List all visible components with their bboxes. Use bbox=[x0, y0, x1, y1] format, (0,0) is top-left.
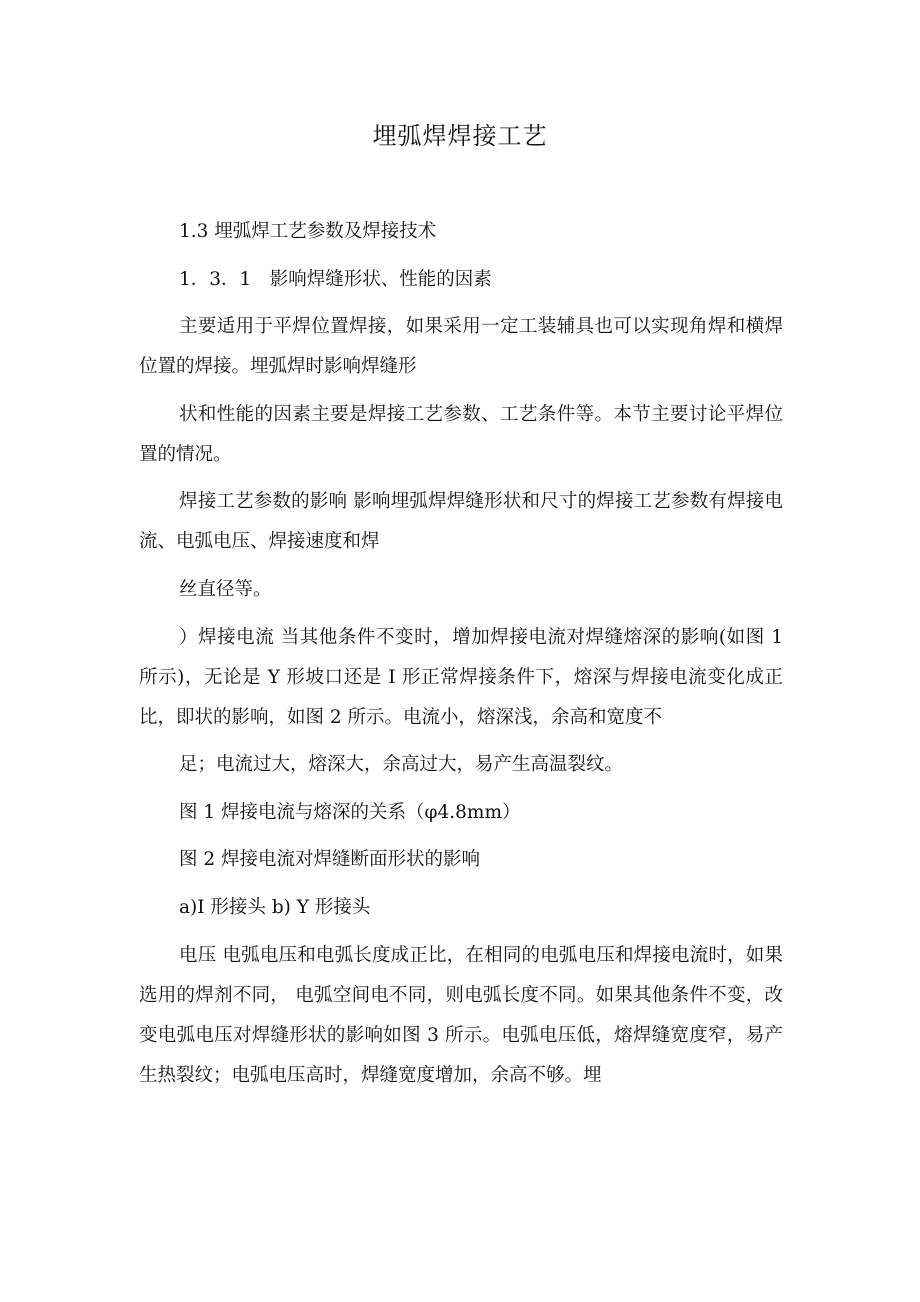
paragraph: ）焊接电流 当其他条件不变时，增加焊接电流对焊缝熔深的影响(如图 1 所示)，无论是 Y 形坡口还是 I 形正常焊接条件下，熔深与焊接电流变化成正比，即状的影响，如图 2 所示。电流小，熔深浅，余高和宽度不 bbox=[139, 626, 783, 728]
figure-subcaption: a)I 形接头 b) Y 形接头 bbox=[179, 896, 371, 918]
figure-caption: 图 1 焊接电流与熔深的关系（φ4.8mm） bbox=[179, 801, 521, 823]
figure-caption: 图 2 焊接电流对焊缝断面形状的影响 bbox=[179, 849, 481, 871]
document-title: 埋弧焊焊接工艺 bbox=[372, 122, 548, 150]
paragraph: 足；电流过大，熔深大，余高过大，易产生高温裂纹。 bbox=[179, 754, 624, 776]
paragraph: 焊接工艺参数的影响 影响埋弧焊焊缝形状和尺寸的焊接工艺参数有焊接电流、电弧电压、焊接速度和焊 bbox=[139, 491, 783, 553]
document-body bbox=[139, 212, 783, 1096]
paragraph: 状和性能的因素主要是焊接工艺参数、工艺条件等。本节主要讨论平焊位置的情况。 bbox=[139, 403, 783, 465]
paragraph: 电压 电弧电压和电弧长度成正比，在相同的电弧电压和焊接电流时，如果选用的焊剂不同， 电弧空间电不同，则电弧长度不同。如果其他条件不变，改变电弧电压对焊缝形状的影响如图 3 所示。电弧电压低，熔焊缝宽度窄，易产生热裂纹；电弧电压高时，焊缝宽度增加，余高不够。埋 bbox=[139, 944, 783, 1086]
paragraph: 主要适用于平焊位置焊接，如果采用一定工装辅具也可以实现角焊和横焊位置的焊接。埋弧焊时影响焊缝形 bbox=[139, 316, 783, 378]
section-heading: 1.3 埋弧焊工艺参数及焊接技术 bbox=[179, 221, 437, 242]
subsection-heading: 1．3．1 影响焊缝形状、性能的因素 bbox=[179, 268, 492, 290]
paragraph: 丝直径等。 bbox=[179, 578, 272, 600]
